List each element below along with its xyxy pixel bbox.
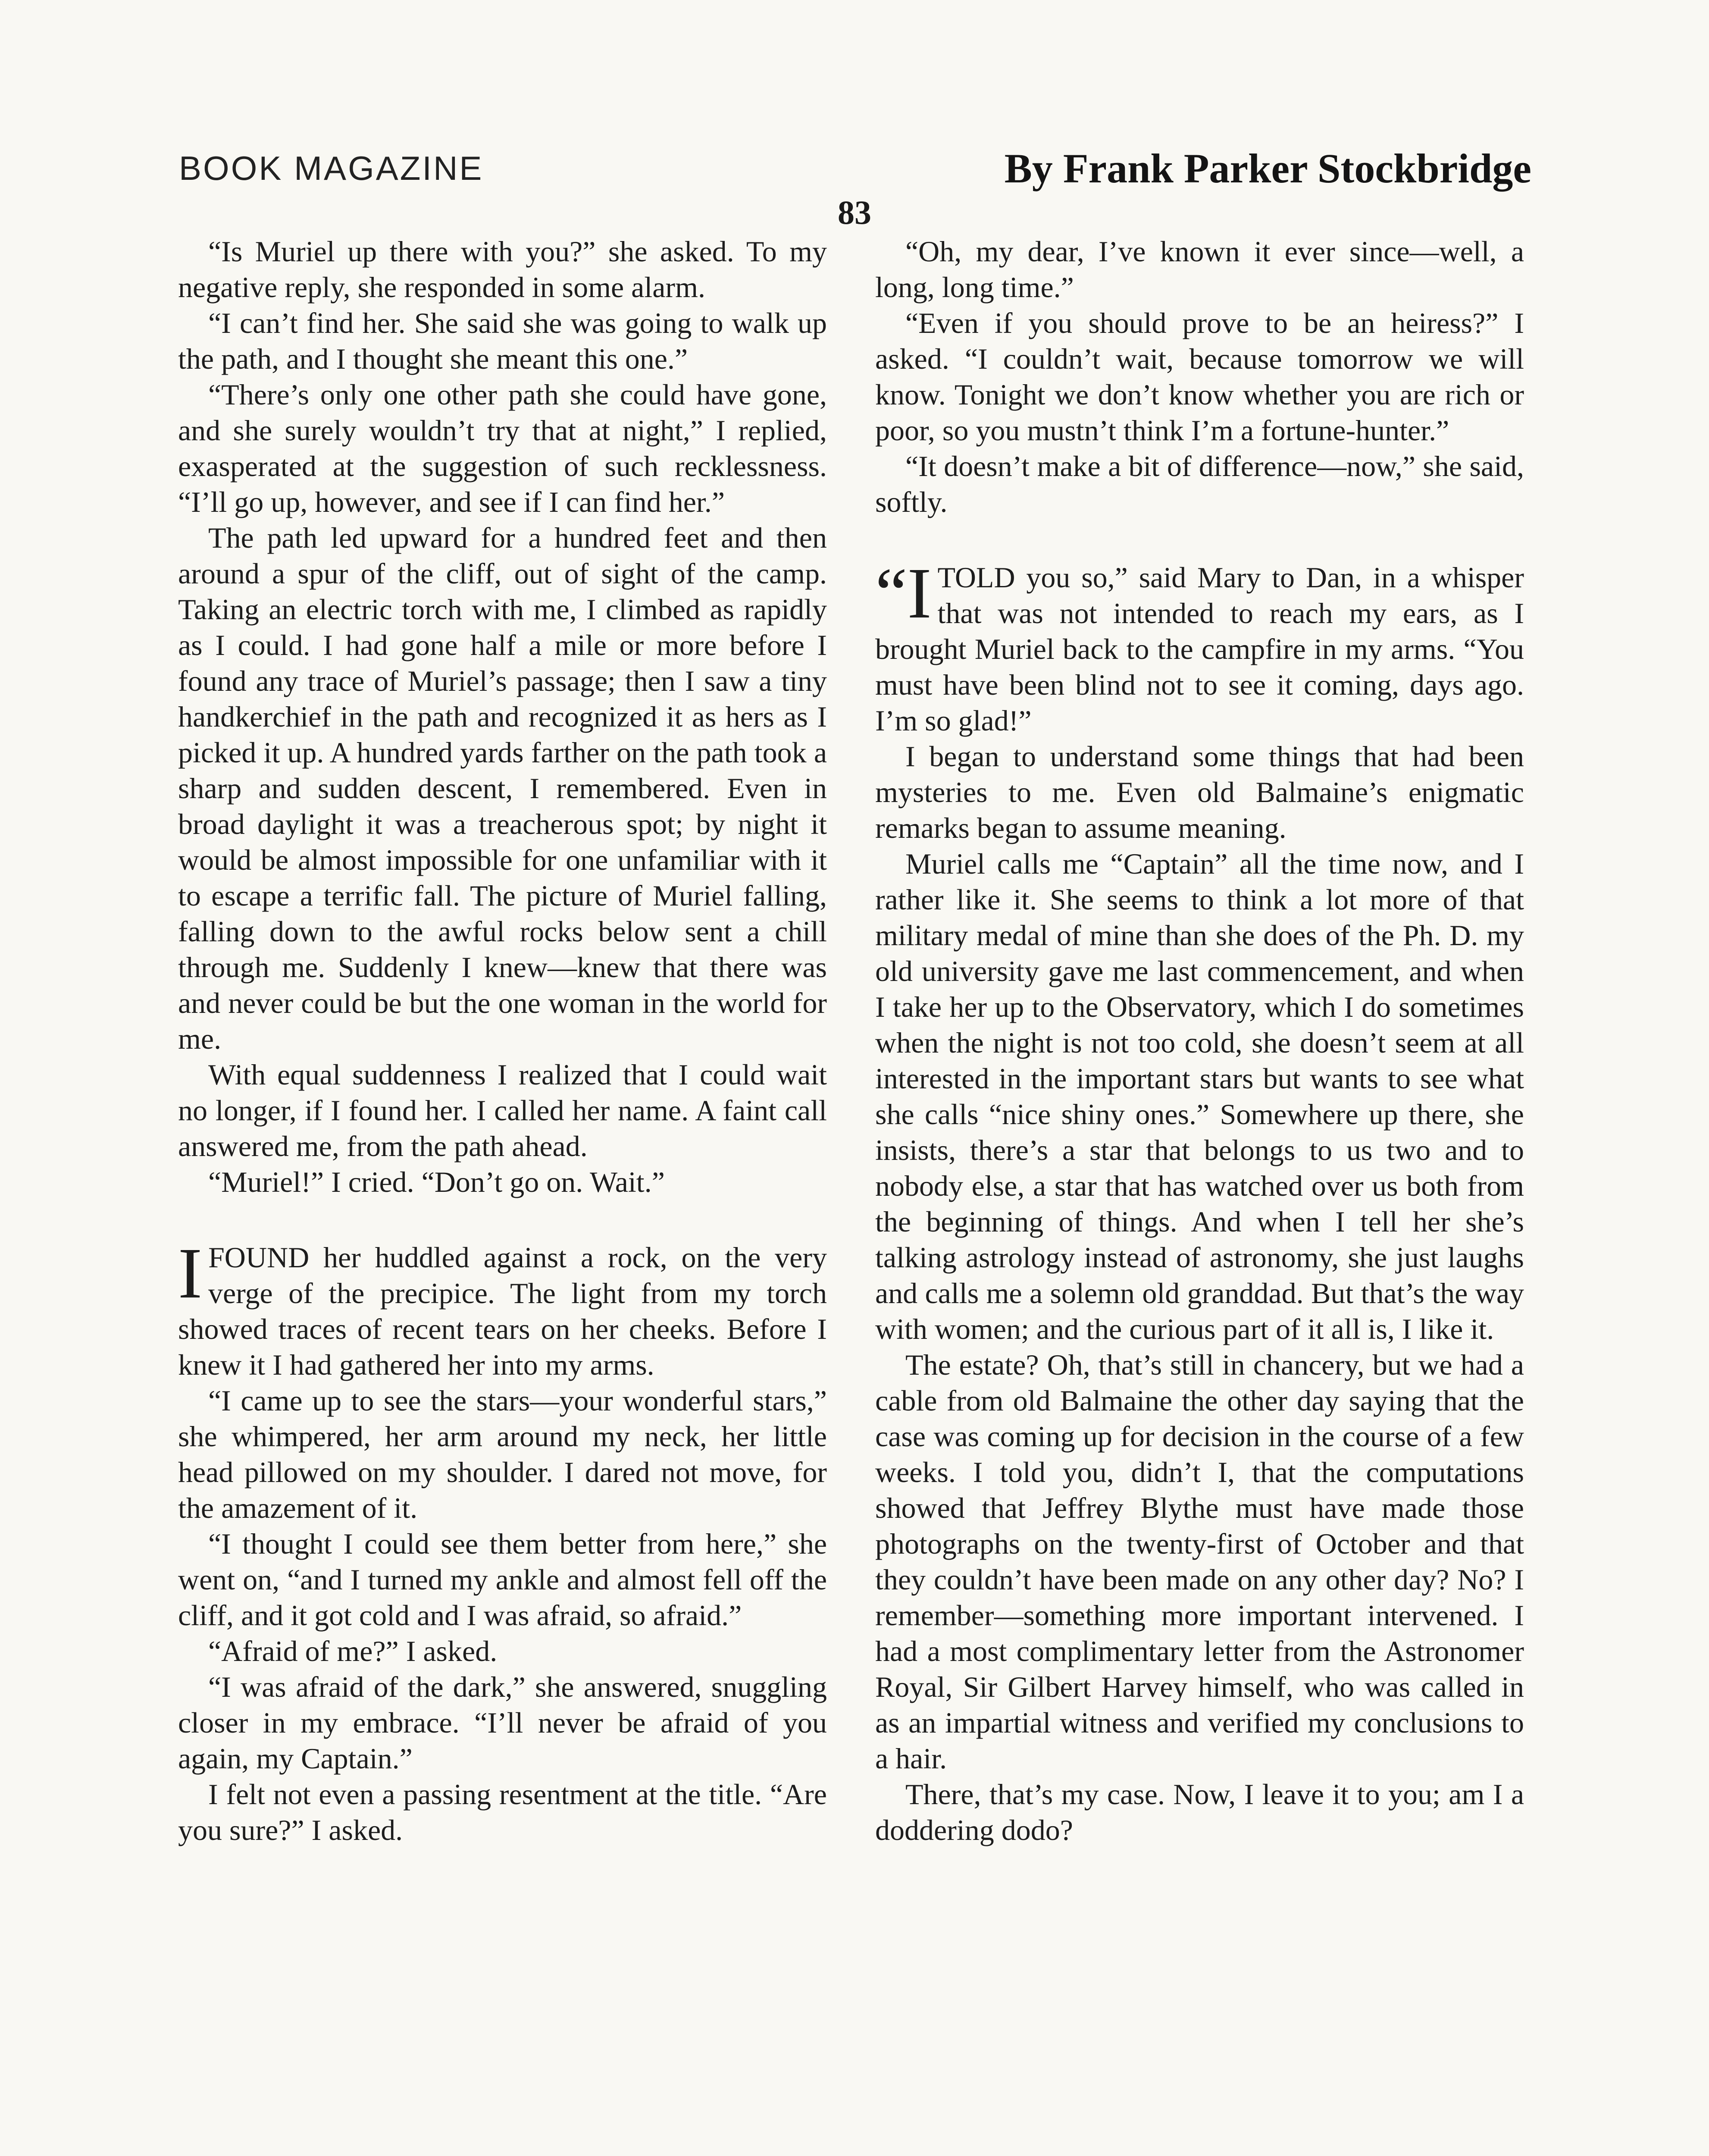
paragraph: The path led upward for a hundred feet and then around a spur of the cliff, out of sight of the camp. Taking an electric torch with me, I climbed as rapidly as I could. I had gone half a mile or more before I found any trace of Muriel’s passage; then I saw a tiny handkerchief in the path and recognized it as hers as I picked it up. A hundred yards farther on the path took a sharp and sudden descent, I remembered. Even in broad daylight it was a treacherous spot; by night it would be almost impossible for one unfamiliar with it to escape a terrific fall. The picture of Muriel falling, falling down to the awful rocks below sent a chill through me. Suddenly I knew—knew that there was and never could be but the one woman in the world for me. [178, 521, 827, 1055]
drop-cap: “I [875, 553, 932, 633]
paragraph-text: TOLD you so,” said Mary to Dan, in a whisper that was not intended to reach my ears, as I brought Muriel back to the campfire in my arms. “You must have been blind not to see it coming, days ago. I’m so glad!” [875, 561, 1524, 737]
paragraph: “Even if you should prove to be an heiress?” I asked. “I couldn’t wait, because tomorrow we will know. Tonight we don’t know whether you are rich or poor, so you mustn’t think I’m a fortune-hunter.” [875, 307, 1524, 447]
paragraph: “Oh, my dear, I’ve known it ever since—well, a long, long time.” [875, 235, 1524, 304]
paragraph: “There’s only one other path she could have gone, and she surely wouldn’t try that at night,” I replied, exasperated at the suggestion of such recklessness. “I’ll go up, however, and see if I can find her.” [178, 378, 827, 518]
page-number: 83 [838, 194, 871, 231]
paragraph: With equal suddenness I realized that I could wait no longer, if I found her. I called her name. A faint call answered me, from the path ahead. [178, 1058, 827, 1163]
paragraph: “I thought I could see them better from here,” she went on, “and I turned my ankle and almost fell off the cliff, and it got cold and I was afraid, so afraid.” [178, 1527, 827, 1632]
paragraph: “I came up to see the stars—your wonderful stars,” she whimpered, her arm around my neck, her little head pillowed on my shoulder. I dared not move, for the amazement of it. [178, 1384, 827, 1524]
paragraph: I began to understand some things that had been mysteries to me. Even old Balmaine’s enigmatic remarks began to assume meaning. [875, 740, 1524, 844]
paragraph: Muriel calls me “Captain” all the time now, and I rather like it. She seems to think a lot more of that military medal of mine than she does of the Ph. D. my old university gave me last commencement, and when I take her up to the Observatory, which I do sometimes when the night is not too cold, she doesn’t seem at all interested in the important stars but wants to see what she calls “nice shiny ones.” Somewhere up there, she insists, there’s a star that belongs to us two and to nobody else, a star that has watched over us both from the beginning of things. And when I tell her she’s talking astrology instead of astronomy, she just laughs and calls me a solemn old granddad. But that’s the way with women; and the curious part of it all is, I like it. [875, 847, 1524, 1345]
paragraph: There, that’s my case. Now, I leave it to you; am I a doddering dodo? [875, 1778, 1524, 1846]
paragraph: The estate? Oh, that’s still in chancery, but we had a cable from old Balmaine the other day saying that the case was coming up for decision in the course of a few weeks. I told you, didn’t I, that the computations showed that Jeffrey Blythe must have made those photographs on the twenty-first of October and that they couldn’t have been made on any other day? No? I remember—something more important intervened. I had a most complimentary letter from the Astronomer Royal, Sir Gilbert Harvey himself, who was called in as an impartial witness and verified my conclusions to a hair. [875, 1348, 1524, 1775]
paragraph: “Afraid of me?” I asked. [208, 1635, 498, 1667]
paragraph: “Muriel!” I cried. “Don’t go on. Wait.” [208, 1166, 665, 1198]
paragraph: “I was afraid of the dark,” she answered, snuggling closer in my embrace. “I’ll never be afraid of you again, my Captain.” [178, 1670, 827, 1775]
paragraph: “Is Muriel up there with you?” she asked. To my negative reply, she responded in some alarm. [178, 235, 827, 304]
paragraph-text: FOUND her huddled against a rock, on the very verge of the precipice. The light from my torch showed traces of recent tears on her cheeks. Before I knew it I had gathered her into my arms. [178, 1241, 827, 1381]
section-opening-paragraph [178, 1233, 827, 1383]
paragraph: “I can’t find her. She said she was going to walk up the path, and I thought she meant this one.” [178, 307, 827, 375]
paragraph: “It doesn’t make a bit of difference—now,” she said, softly. [875, 450, 1524, 518]
drop-cap: I [178, 1233, 202, 1313]
right-column [875, 234, 1524, 1848]
left-column [178, 234, 827, 1848]
author-byline: By Frank Parker Stockbridge [1004, 145, 1531, 191]
magazine-title: BOOK MAGAZINE [179, 149, 484, 187]
section-opening-paragraph [875, 553, 1524, 739]
paragraph: I felt not even a passing resentment at the title. “Are you sure?” I asked. [178, 1778, 827, 1846]
